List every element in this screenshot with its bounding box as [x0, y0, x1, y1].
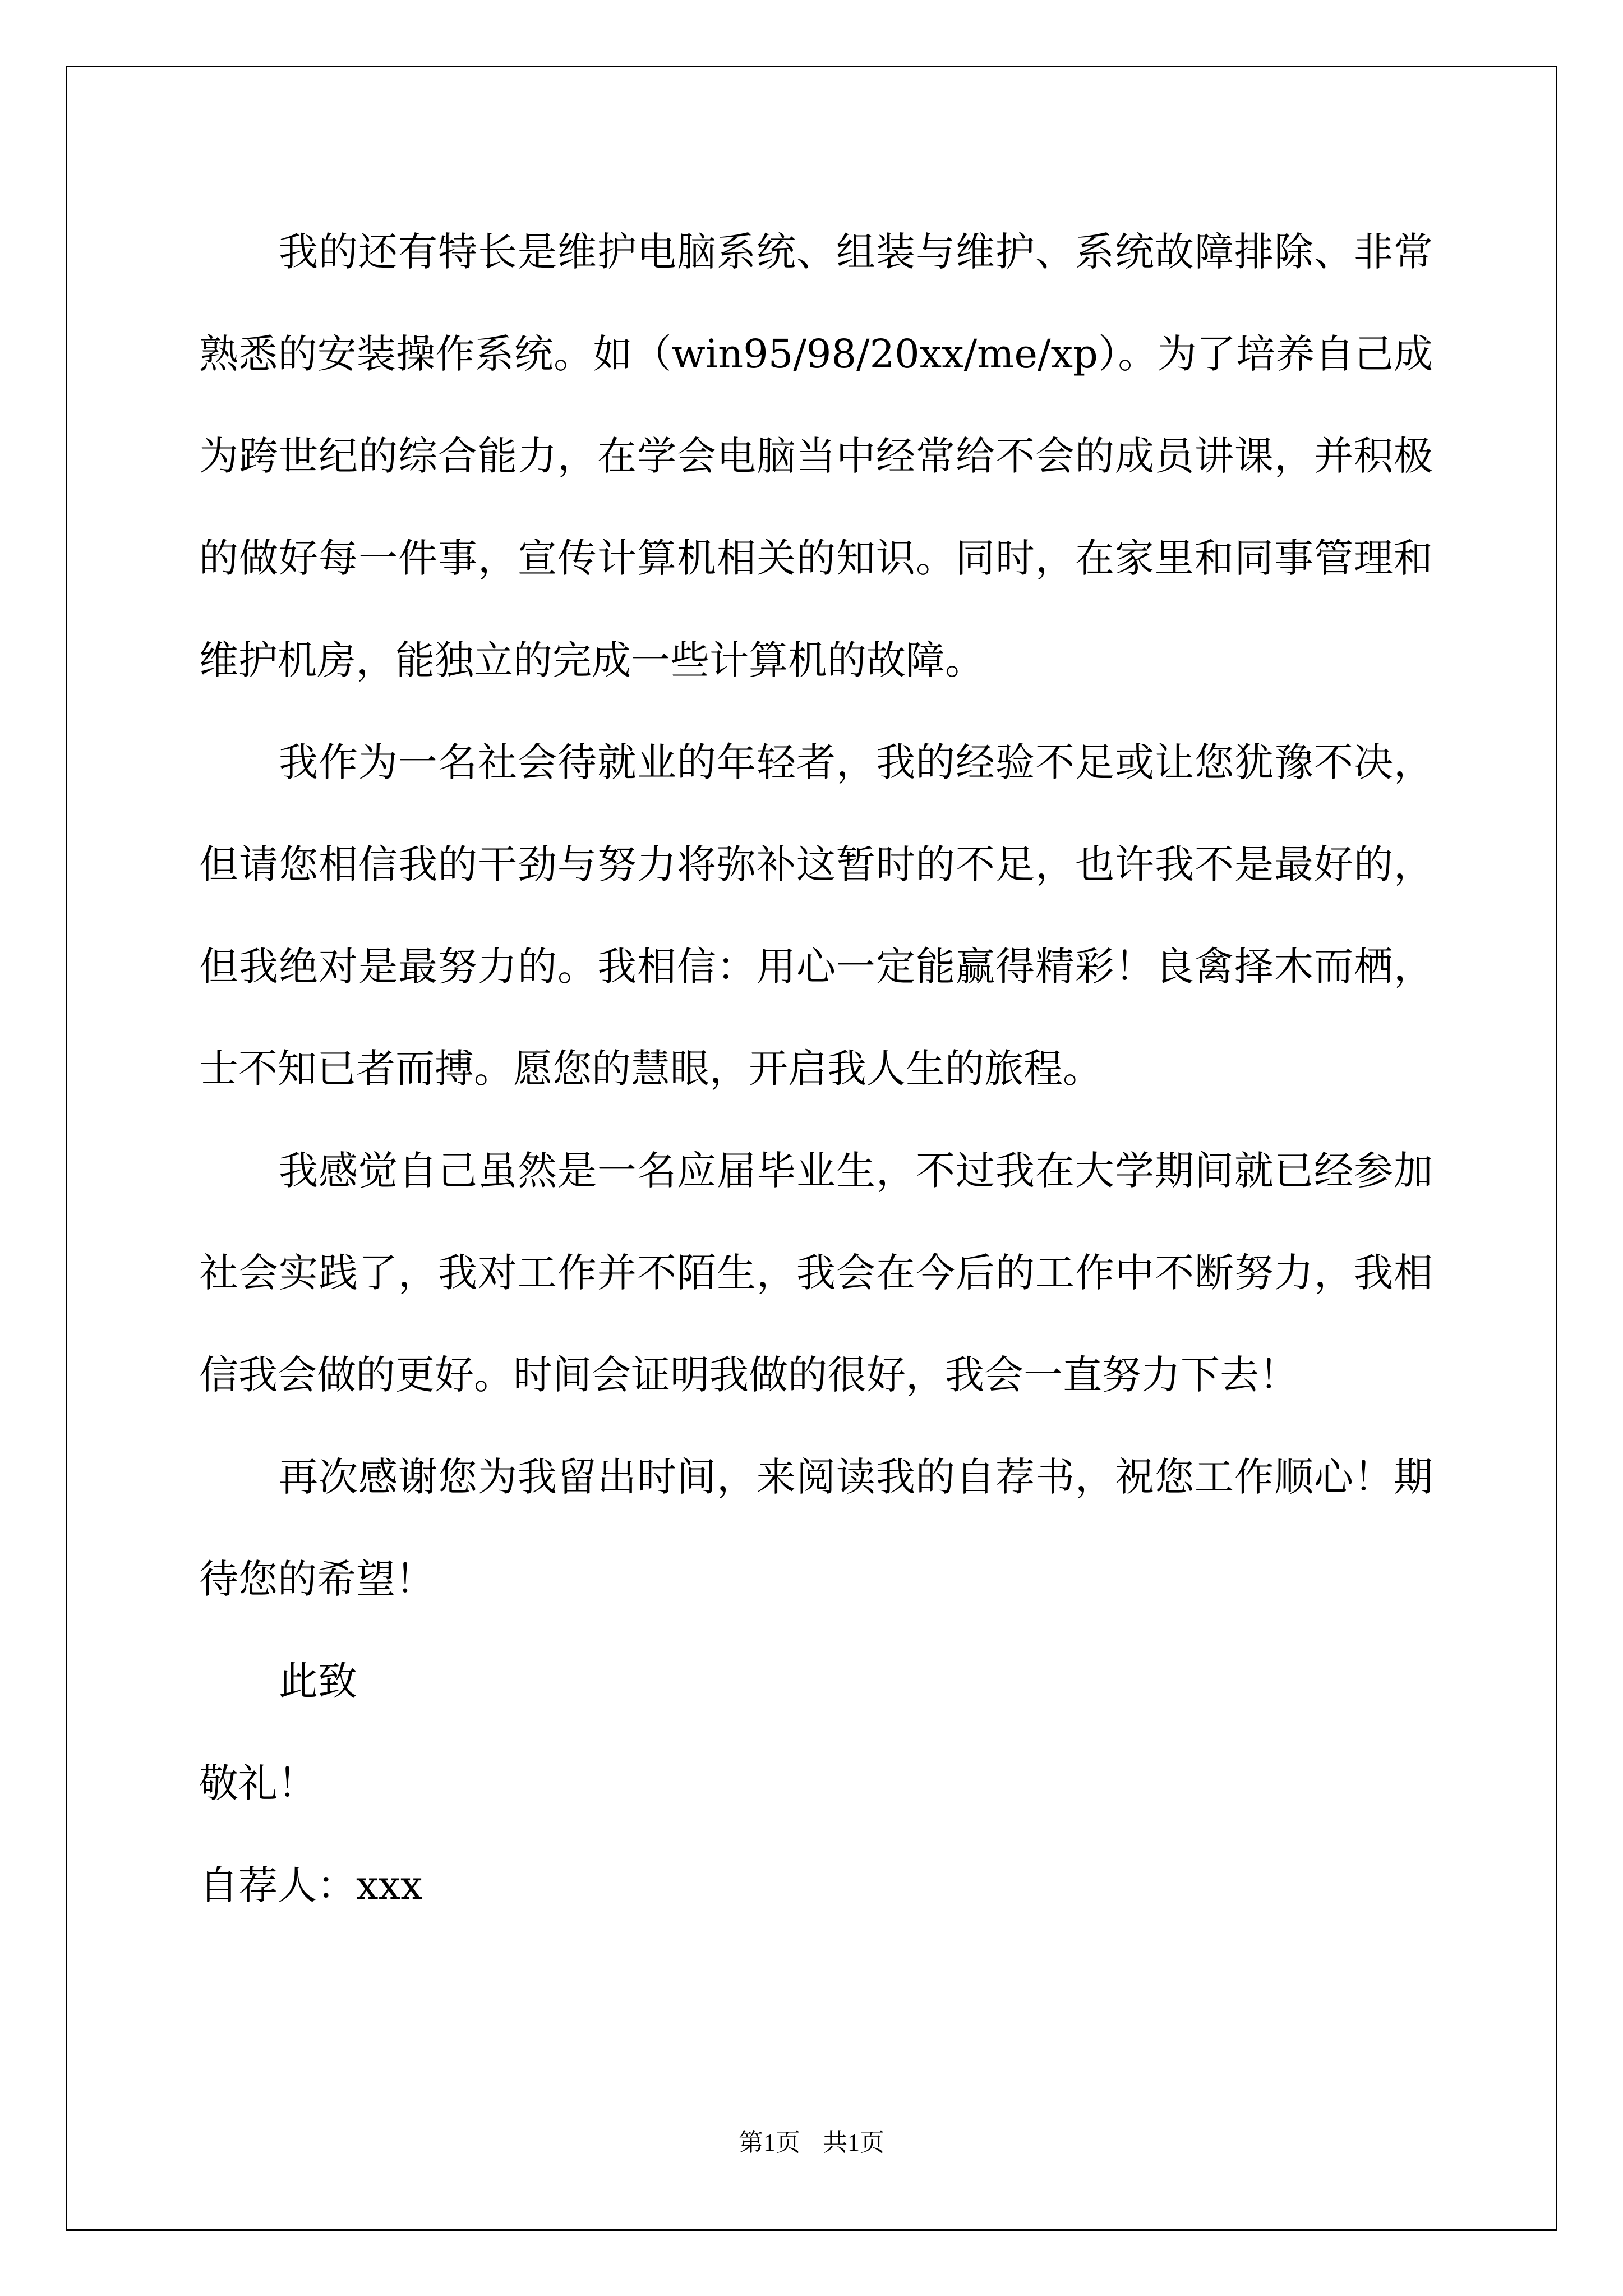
page-total: 共1页: [823, 2129, 884, 2156]
paragraph-experience: 我感觉自己虽然是一名应届毕业生，不过我在大学期间就已经参加社会实践了，我对工作并不陌生，我会在今后的工作中不断努力，我相信我会做的更好。时间会证明我做的很好，我会一直努力下去！: [199, 1148, 1433, 1398]
paragraph-skills: 我的还有特长是维护电脑系统、组装与维护、系统故障排除、非常熟悉的安装操作系统。如（win95/98/20xx/me/xp）。为了培养自己成为跨世纪的综合能力，在学会电脑当中经常给不会的成员讲课，并积极的做好每一件事，宣传计算机相关的知识。同时，在家里和同事管理和维护机房，能独立的完成一些计算机的故障。: [199, 229, 1433, 683]
paragraph-commitment: 我作为一名社会待就业的年轻者，我的经验不足或让您犹豫不决，但请您相信我的干劲与努力将弥补这暂时的不足，也许我不是最好的，但我绝对是最努力的。我相信：用心一定能赢得精彩！良禽择木而栖，士不知已者而搏。愿您的慧眼，开启我人生的旅程。: [199, 739, 1433, 1092]
closing-salutation: 此致: [279, 1658, 357, 1704]
document-body: [199, 201, 1433, 1936]
closing-respect: 敬礼！: [199, 1760, 317, 1806]
page-footer: [0, 2126, 1623, 2160]
paragraph-thanks: 再次感谢您为我留出时间，来阅读我的自荐书，祝您工作顺心！期待您的希望！: [199, 1454, 1433, 1602]
signature-line: 自荐人：xxx: [199, 1862, 423, 1908]
page-number: 第1页: [739, 2129, 800, 2156]
